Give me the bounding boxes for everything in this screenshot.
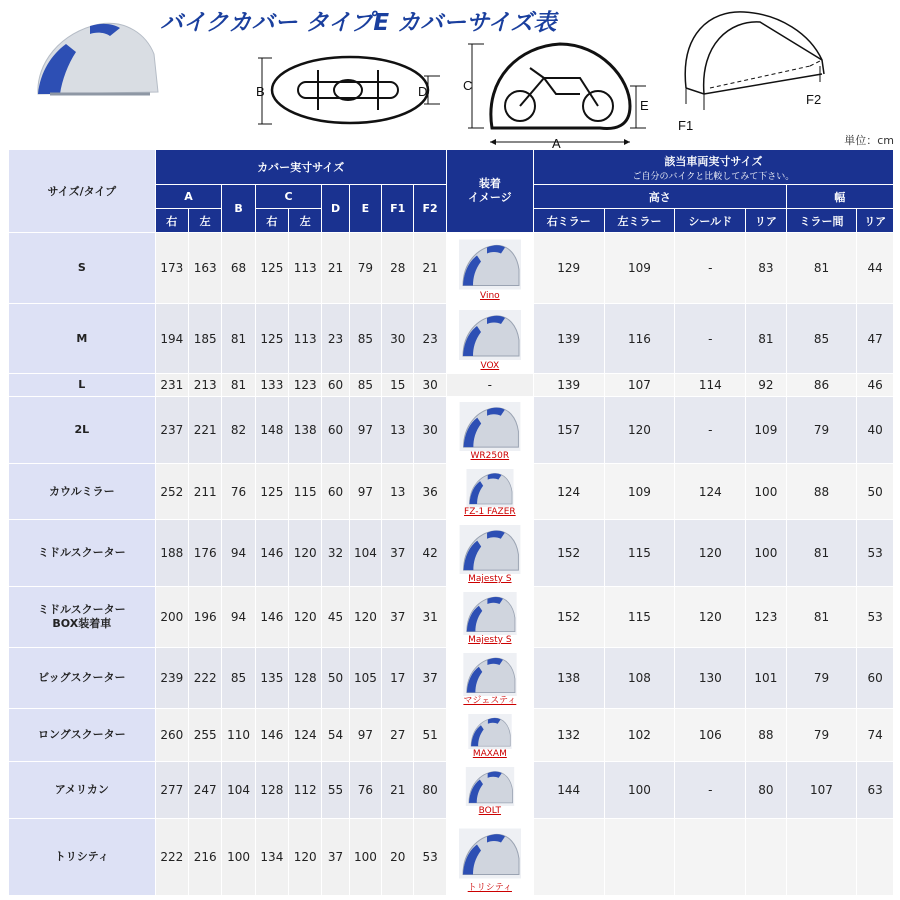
cell-hl: 115 — [604, 587, 675, 648]
cell-hr: 138 — [533, 648, 604, 709]
cell-e: 105 — [349, 648, 381, 709]
cell-hs: 124 — [675, 464, 746, 520]
cell-f1: 37 — [382, 587, 414, 648]
cell-hs — [675, 819, 746, 896]
cell-e: 97 — [349, 464, 381, 520]
cell-a_r: 231 — [155, 374, 188, 397]
col-rear-width: リア — [857, 209, 894, 233]
cell-a_l: 222 — [188, 648, 221, 709]
cell-f1: 37 — [382, 520, 414, 587]
label-c: C — [463, 78, 473, 93]
bike-cover-thumbnail[interactable] — [459, 402, 521, 451]
cell-b: 94 — [222, 587, 255, 648]
cell-b: 85 — [222, 648, 255, 709]
bike-cover-thumbnail[interactable] — [459, 824, 521, 883]
cell-wm: 79 — [786, 397, 857, 464]
cell-c_r: 133 — [255, 374, 288, 397]
cell-d: 23 — [322, 304, 349, 374]
table-row — [9, 304, 894, 374]
cell-b: 68 — [222, 233, 255, 304]
cell-c_l: 123 — [289, 374, 322, 397]
table-row — [9, 464, 894, 520]
cell-wr: 60 — [857, 648, 894, 709]
cell-hl: 109 — [604, 464, 675, 520]
cell-hs: - — [675, 762, 746, 819]
cell-e: 85 — [349, 374, 381, 397]
cell-c_r: 125 — [255, 304, 288, 374]
cell-e: 104 — [349, 520, 381, 587]
cell-e: 97 — [349, 709, 381, 762]
cell-a_r: 277 — [155, 762, 188, 819]
col-shield: シールド — [675, 209, 746, 233]
cell-wm: 86 — [786, 374, 857, 397]
product-image — [30, 14, 160, 104]
cell-e: 100 — [349, 819, 381, 896]
cell-c_l: 112 — [289, 762, 322, 819]
col-c-right: 右 — [255, 209, 288, 233]
cell-hr: 132 — [533, 709, 604, 762]
cell-image[interactable] — [446, 648, 533, 709]
cell-c_r: 146 — [255, 587, 288, 648]
col-right-mirror: 右ミラー — [533, 209, 604, 233]
cell-wm: 107 — [786, 762, 857, 819]
cell-hrear: 101 — [746, 648, 786, 709]
col-c: C — [255, 185, 322, 209]
cell-f1: 30 — [382, 304, 414, 374]
cell-f2: 31 — [414, 587, 446, 648]
cell-b: 110 — [222, 709, 255, 762]
group-image: 装着 イメージ — [446, 150, 533, 233]
cell-image[interactable] — [446, 464, 533, 520]
cell-a_r: 188 — [155, 520, 188, 587]
cell-a_l: 213 — [188, 374, 221, 397]
cell-wr: 44 — [857, 233, 894, 304]
bike-model-link[interactable]: Majesty S — [468, 574, 512, 584]
cell-a_l: 221 — [188, 397, 221, 464]
bike-model-link[interactable]: FZ-1 FAZER — [464, 507, 516, 517]
col-f2: F2 — [414, 185, 446, 233]
cell-a_l: 247 — [188, 762, 221, 819]
cell-c_r: 135 — [255, 648, 288, 709]
cell-a_r: 239 — [155, 648, 188, 709]
cell-hs: 120 — [675, 587, 746, 648]
cell-c_r: 134 — [255, 819, 288, 896]
cell-hrear — [746, 819, 786, 896]
row-type-name: 2L — [9, 397, 156, 464]
bike-model-link[interactable]: BOLT — [478, 806, 502, 816]
cell-a_l: 255 — [188, 709, 221, 762]
cell-b: 76 — [222, 464, 255, 520]
cell-hr: 139 — [533, 304, 604, 374]
col-a: A — [155, 185, 222, 209]
cell-f1: 21 — [382, 762, 414, 819]
unit-label: 単位：cm — [844, 134, 894, 147]
cell-wr — [857, 819, 894, 896]
cell-b: 81 — [222, 304, 255, 374]
bike-cover-thumbnail[interactable] — [459, 714, 521, 749]
cell-c_r: 125 — [255, 464, 288, 520]
col-left-mirror: 左ミラー — [604, 209, 675, 233]
row-type-name: トリシティ — [9, 819, 156, 896]
cell-wr: 53 — [857, 587, 894, 648]
col-a-right: 右 — [155, 209, 188, 233]
cell-hs: 130 — [675, 648, 746, 709]
col-width: 幅 — [786, 185, 893, 209]
cell-d: 50 — [322, 648, 349, 709]
cell-b: 104 — [222, 762, 255, 819]
col-height: 高さ — [533, 185, 786, 209]
col-b: B — [222, 185, 255, 233]
cell-e: 85 — [349, 304, 381, 374]
cell-d: 37 — [322, 819, 349, 896]
cell-f2: 30 — [414, 397, 446, 464]
col-e: E — [349, 185, 381, 233]
cell-a_l: 196 — [188, 587, 221, 648]
cell-e: 120 — [349, 587, 381, 648]
cell-a_r: 200 — [155, 587, 188, 648]
cell-wm: 81 — [786, 587, 857, 648]
cell-c_l: 124 — [289, 709, 322, 762]
cell-hrear: 100 — [746, 520, 786, 587]
bike-cover-thumbnail[interactable] — [459, 767, 521, 806]
table-row — [9, 587, 894, 648]
bike-cover-thumbnail[interactable] — [459, 525, 521, 574]
row-type-name: ミドルスクーター — [9, 520, 156, 587]
cell-b: 81 — [222, 374, 255, 397]
cell-hrear: 109 — [746, 397, 786, 464]
cell-hrear: 100 — [746, 464, 786, 520]
bike-cover-thumbnail[interactable] — [459, 469, 521, 507]
cell-wm: 85 — [786, 304, 857, 374]
cell-hr: 139 — [533, 374, 604, 397]
cell-hl: 120 — [604, 397, 675, 464]
cell-f2: 53 — [414, 819, 446, 896]
cell-hrear: 92 — [746, 374, 786, 397]
cell-hrear: 80 — [746, 762, 786, 819]
cell-d: 55 — [322, 762, 349, 819]
cell-f2: 30 — [414, 374, 446, 397]
diagram-side-view — [460, 38, 660, 150]
cell-f2: 36 — [414, 464, 446, 520]
cell-hl: 107 — [604, 374, 675, 397]
cell-f2: 37 — [414, 648, 446, 709]
cell-hrear: 123 — [746, 587, 786, 648]
cell-hrear: 88 — [746, 709, 786, 762]
cell-wr: 63 — [857, 762, 894, 819]
cell-hr: 124 — [533, 464, 604, 520]
cell-hl: 116 — [604, 304, 675, 374]
cell-b: 82 — [222, 397, 255, 464]
cell-hr — [533, 819, 604, 896]
bike-model-link[interactable]: トリシティ — [467, 883, 512, 893]
cell-c_l: 138 — [289, 397, 322, 464]
bike-model-link[interactable]: MAXAM — [472, 749, 507, 759]
cell-a_l: 216 — [188, 819, 221, 896]
row-type-name: L — [9, 374, 156, 397]
row-type-name: ビッグスクーター — [9, 648, 156, 709]
cell-f1: 15 — [382, 374, 414, 397]
cell-f2: 42 — [414, 520, 446, 587]
label-e: E — [640, 98, 649, 113]
bike-model-link[interactable]: Majesty S — [468, 635, 512, 645]
table-row — [9, 709, 894, 762]
cell-c_r: 125 — [255, 233, 288, 304]
cell-wm: 81 — [786, 520, 857, 587]
cell-c_l: 120 — [289, 520, 322, 587]
cell-f2: 51 — [414, 709, 446, 762]
cell-c_r: 128 — [255, 762, 288, 819]
label-d: D — [418, 84, 428, 99]
group-vehicle-sub: ご自分のバイクと比較してみて下さい。 — [632, 171, 795, 182]
cell-f1: 20 — [382, 819, 414, 896]
cell-d: 32 — [322, 520, 349, 587]
diagram-top-view — [248, 52, 443, 132]
row-type-name: ミドルスクーター BOX装着車 — [9, 587, 156, 648]
cell-wr: 74 — [857, 709, 894, 762]
cell-hl: 108 — [604, 648, 675, 709]
table-row — [9, 374, 894, 397]
col-d: D — [322, 185, 349, 233]
cell-c_l: 120 — [289, 819, 322, 896]
cell-hs: 120 — [675, 520, 746, 587]
row-type-name: アメリカン — [9, 762, 156, 819]
label-f1: F1 — [678, 118, 694, 132]
cell-hr: 152 — [533, 520, 604, 587]
cell-wr: 50 — [857, 464, 894, 520]
cell-a_l: 211 — [188, 464, 221, 520]
cell-d: 54 — [322, 709, 349, 762]
cell-wm: 88 — [786, 464, 857, 520]
cell-b: 100 — [222, 819, 255, 896]
cell-hrear: 81 — [746, 304, 786, 374]
bike-model-link[interactable]: VOX — [480, 361, 500, 371]
bike-cover-thumbnail[interactable] — [459, 653, 521, 696]
cell-f1: 13 — [382, 464, 414, 520]
table-row — [9, 233, 894, 304]
row-type-name: ロングスクーター — [9, 709, 156, 762]
cell-image[interactable] — [446, 397, 533, 464]
cell-hl — [604, 819, 675, 896]
cell-hr: 152 — [533, 587, 604, 648]
cell-wr: 47 — [857, 304, 894, 374]
col-mirror-gap: ミラー間 — [786, 209, 857, 233]
col-f1: F1 — [382, 185, 414, 233]
cell-d: 45 — [322, 587, 349, 648]
cell-image[interactable] — [446, 304, 533, 374]
col-rear: リア — [746, 209, 786, 233]
cell-f2: 80 — [414, 762, 446, 819]
cell-hl: 102 — [604, 709, 675, 762]
cell-c_l: 113 — [289, 304, 322, 374]
cell-d: 60 — [322, 464, 349, 520]
bike-model-link[interactable]: マジェスティ — [463, 696, 517, 706]
cell-wm — [786, 819, 857, 896]
cell-image[interactable] — [446, 233, 533, 304]
table-row — [9, 520, 894, 587]
row-type-name: カウルミラー — [9, 464, 156, 520]
cell-hs: - — [675, 304, 746, 374]
cell-f1: 28 — [382, 233, 414, 304]
cell-e: 79 — [349, 233, 381, 304]
col-type-header: サイズ/タイプ — [9, 150, 156, 233]
cell-a_l: 163 — [188, 233, 221, 304]
cell-wr: 40 — [857, 397, 894, 464]
label-a: A — [552, 136, 561, 150]
cell-c_r: 146 — [255, 520, 288, 587]
group-vehicle-title: 該当車両実寸サイズ — [664, 154, 763, 168]
cell-f2: 23 — [414, 304, 446, 374]
cell-wr: 46 — [857, 374, 894, 397]
cell-d: 60 — [322, 397, 349, 464]
bike-cover-thumbnail[interactable] — [459, 238, 521, 291]
cell-f1: 27 — [382, 709, 414, 762]
cell-image[interactable] — [446, 819, 533, 896]
cell-f1: 17 — [382, 648, 414, 709]
cell-hl: 109 — [604, 233, 675, 304]
cell-c_l: 128 — [289, 648, 322, 709]
cell-a_l: 176 — [188, 520, 221, 587]
cell-wm: 79 — [786, 648, 857, 709]
cell-hl: 100 — [604, 762, 675, 819]
cell-d: 21 — [322, 233, 349, 304]
size-table — [8, 149, 894, 896]
cell-a_l: 185 — [188, 304, 221, 374]
diagram-cover — [670, 4, 840, 132]
cell-hs: - — [675, 397, 746, 464]
cell-d: 60 — [322, 374, 349, 397]
cell-a_r: 237 — [155, 397, 188, 464]
col-a-left: 左 — [188, 209, 221, 233]
cell-hrear: 83 — [746, 233, 786, 304]
label-f2: F2 — [806, 92, 822, 107]
cell-hs: 114 — [675, 374, 746, 397]
cell-hr: 129 — [533, 233, 604, 304]
cell-a_r: 173 — [155, 233, 188, 304]
bike-model-link[interactable]: WR250R — [470, 451, 510, 461]
cell-e: 97 — [349, 397, 381, 464]
cell-image[interactable]: - — [446, 374, 533, 397]
cell-image[interactable] — [446, 520, 533, 587]
page-title: バイクカバー タイプE カバーサイズ表 — [160, 10, 557, 36]
row-type-name: M — [9, 304, 156, 374]
row-type-name: S — [9, 233, 156, 304]
group-cover-size: カバー実寸サイズ — [155, 150, 446, 185]
cell-image[interactable] — [446, 762, 533, 819]
cell-c_r: 146 — [255, 709, 288, 762]
label-b: B — [256, 84, 265, 99]
cell-hr: 157 — [533, 397, 604, 464]
bike-cover-thumbnail[interactable] — [459, 592, 521, 635]
table-row — [9, 762, 894, 819]
bike-cover-thumbnail[interactable] — [459, 309, 521, 361]
cell-wm: 79 — [786, 709, 857, 762]
cell-f2: 21 — [414, 233, 446, 304]
cell-a_r: 252 — [155, 464, 188, 520]
table-row — [9, 819, 894, 896]
cell-c_l: 113 — [289, 233, 322, 304]
cell-hs: - — [675, 233, 746, 304]
page-header — [0, 0, 900, 148]
table-row — [9, 648, 894, 709]
cell-image[interactable] — [446, 709, 533, 762]
cell-e: 76 — [349, 762, 381, 819]
cell-image[interactable] — [446, 587, 533, 648]
col-c-left: 左 — [289, 209, 322, 233]
cell-a_r: 222 — [155, 819, 188, 896]
cell-hr: 144 — [533, 762, 604, 819]
bike-model-link[interactable]: Vino — [480, 291, 500, 301]
cell-a_r: 260 — [155, 709, 188, 762]
cell-hs: 106 — [675, 709, 746, 762]
cell-c_l: 115 — [289, 464, 322, 520]
cell-b: 94 — [222, 520, 255, 587]
group-vehicle-size — [533, 150, 893, 185]
cell-c_l: 120 — [289, 587, 322, 648]
cell-wm: 81 — [786, 233, 857, 304]
cell-wr: 53 — [857, 520, 894, 587]
cell-f1: 13 — [382, 397, 414, 464]
table-row — [9, 397, 894, 464]
cell-hl: 115 — [604, 520, 675, 587]
cell-c_r: 148 — [255, 397, 288, 464]
cell-a_r: 194 — [155, 304, 188, 374]
